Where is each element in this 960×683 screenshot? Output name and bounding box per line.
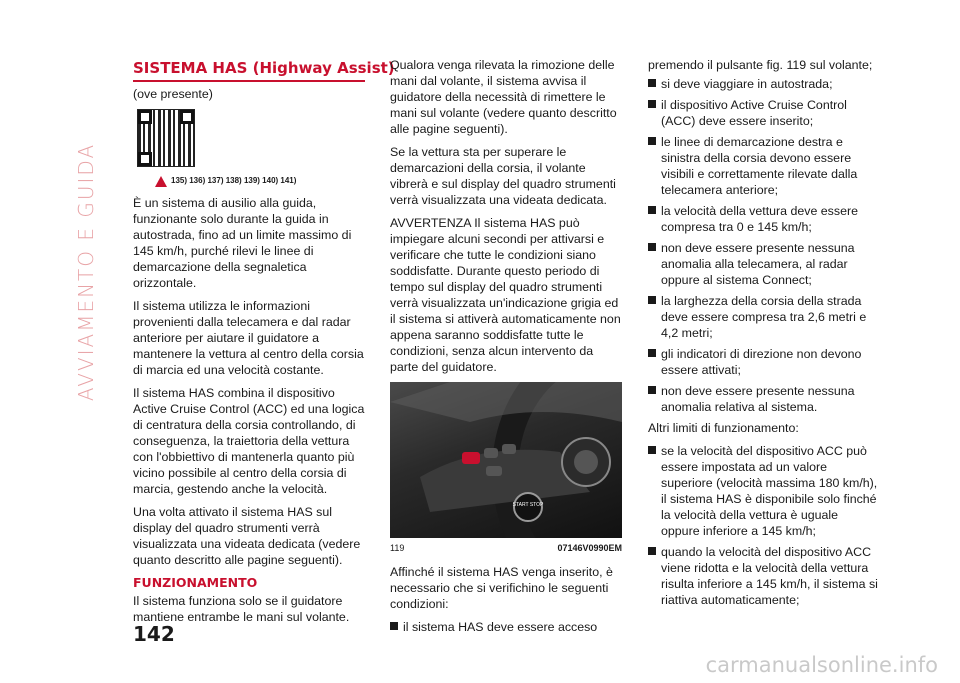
list-item-text: la velocità della vettura deve essere compresa tra 0 e 145 km/h; — [661, 204, 858, 234]
warning-refs-text: 135) 136) 137) 138) 139) 140) 141) — [171, 176, 297, 185]
paragraph: Il sistema utilizza le informazioni provenienti dalla telecamera e dal radar anteriore per aiutare il guidatore a mantenere la vettura al centro della corsia di marcia ed una velocità costante. — [133, 299, 364, 377]
column-1 — [133, 59, 395, 632]
has-button-icon[interactable] — [462, 452, 480, 464]
paragraph: Qualora venga rilevata la rimozione delle mani dal volante, il sistema avvisa il guidatore della necessità di rimettere le mani sul volante (vedere quanto descritto alle pagine seguenti). — [390, 58, 617, 136]
paragraph: Il sistema HAS combina il dispositivo Active Cruise Control (ACC) ed una logica di centratura della corsia controllando, di conseguenza, la traiettoria della vettura con l'obbiettivo di mantenerla quanto più vicino possibile al centro della corsia di marcia, gestendo anche la velocità. — [133, 386, 365, 496]
bullet-icon — [648, 446, 656, 454]
list-item-text: il sistema HAS deve essere acceso — [403, 620, 598, 634]
bullet-icon — [648, 206, 656, 214]
list-item-text: il dispositivo Active Cruise Control (ACC) deve essere inserito; — [661, 98, 847, 128]
watermark: carmanualsonline.info — [705, 653, 938, 677]
chapter-side-label: AVVIAMENTO E GUIDA — [74, 142, 98, 402]
list-item-text: se la velocità del dispositivo ACC può essere impostata ad un valore superiore (velocità massima 180 km/h), il sistema HAS è disponibile solo finché la velocità della vettura è uguale oppure inferiore a 145 km/h; — [661, 444, 878, 538]
bullet-icon — [648, 79, 656, 87]
figure-code: 07146V0990EM — [557, 543, 622, 553]
bullet-icon — [390, 622, 398, 630]
warning-triangle-icon — [155, 176, 167, 187]
bullet-icon — [648, 296, 656, 304]
list-item — [648, 383, 880, 415]
list-item-text: quando la velocità del dispositivo ACC viene ridotta e la velocità della vettura risulta inferiore a 145 km/h, il sistema si riattiva automaticamente; — [661, 545, 878, 607]
paragraph: È un sistema di ausilio alla guida, funzionante solo durante la guida in autostrada, fino ad un limite massimo di 145 km/h, purché rilevi le linee di demarcazione della segnaletica orizzontale. — [133, 196, 352, 290]
list-item — [648, 544, 880, 608]
paragraph: Affinché il sistema HAS venga inserito, è necessario che si verifichino le seguenti condizioni: — [390, 565, 613, 611]
list-item-text: la larghezza della corsia della strada deve essere compresa tra 2,6 metri e 4,2 metri; — [661, 294, 867, 340]
bullet-icon — [648, 243, 656, 251]
bullet-icon — [648, 349, 656, 357]
page-number: 142 — [133, 622, 175, 646]
list-item — [648, 203, 880, 235]
paragraph: AVVERTENZA Il sistema HAS può impiegare alcuni secondi per attivarsi e verificare che tutte le condizioni siano soddisfatte. Durante questo periodo di tempo sul display del quadro strumenti verrà visualizzata un'indicazione grigia ed il sistema si attiverà automaticamente non appena saranno soddisfatte tutte le condizioni, senza alcun intervento da parte del guidatore. — [390, 216, 621, 374]
bullet-icon — [648, 386, 656, 394]
qr-code-icon[interactable] — [137, 109, 195, 167]
list-item — [648, 293, 880, 341]
list-item — [648, 443, 880, 539]
subtitle: (ove presente) — [133, 87, 213, 101]
paragraph: Altri limiti di funzionamento: — [648, 421, 799, 435]
bullet-icon — [648, 100, 656, 108]
figure-caption — [390, 540, 622, 556]
bullet-icon — [648, 137, 656, 145]
list-item — [648, 240, 880, 288]
paragraph: Il sistema funziona solo se il guidatore mantiene entrambe le mani sul volante. — [133, 594, 350, 624]
steering-wheel-illustration — [390, 382, 622, 538]
bullet-icon — [648, 547, 656, 555]
list-item — [648, 97, 880, 129]
list-item-text: le linee di demarcazione destra e sinistra della corsia devono essere visibili e correttamente rilevate dalla telecamera anteriore; — [661, 135, 858, 197]
column-3 — [648, 57, 880, 613]
column-2 — [390, 57, 622, 640]
list-item-text: non deve essere presente nessuna anomalia relativa al sistema. — [661, 384, 855, 414]
list-item-text: gli indicatori di direzione non devono essere attivati; — [661, 347, 862, 377]
paragraph: premendo il pulsante fig. 119 sul volante; — [648, 58, 873, 72]
list-item-text: si deve viaggiare in autostrada; — [661, 77, 833, 91]
paragraph: Una volta attivato il sistema HAS sul display del quadro strumenti verrà visualizzata una videata dedicata (vedere quanto descritto alle pagine seguenti). — [133, 505, 361, 567]
list-item — [390, 619, 622, 635]
steering-wheel-photo — [390, 382, 622, 538]
warning-refs — [155, 173, 365, 189]
figure-number: 119 — [390, 543, 405, 553]
start-stop-label: START STOP — [512, 502, 544, 508]
list-item-text: non deve essere presente nessuna anomalia alla telecamera, al radar oppure al sistema Connect; — [661, 241, 855, 287]
subheading: FUNZIONAMENTO — [133, 575, 258, 590]
list-item — [648, 76, 880, 92]
section-title: SISTEMA HAS (Highway Assist) — [133, 60, 365, 82]
list-item — [648, 134, 880, 198]
paragraph: Se la vettura sta per superare le demarcazioni della corsia, il volante vibrerà e sul display del quadro strumenti verrà visualizzata una videata dedicata. — [390, 145, 616, 207]
list-item — [648, 346, 880, 378]
